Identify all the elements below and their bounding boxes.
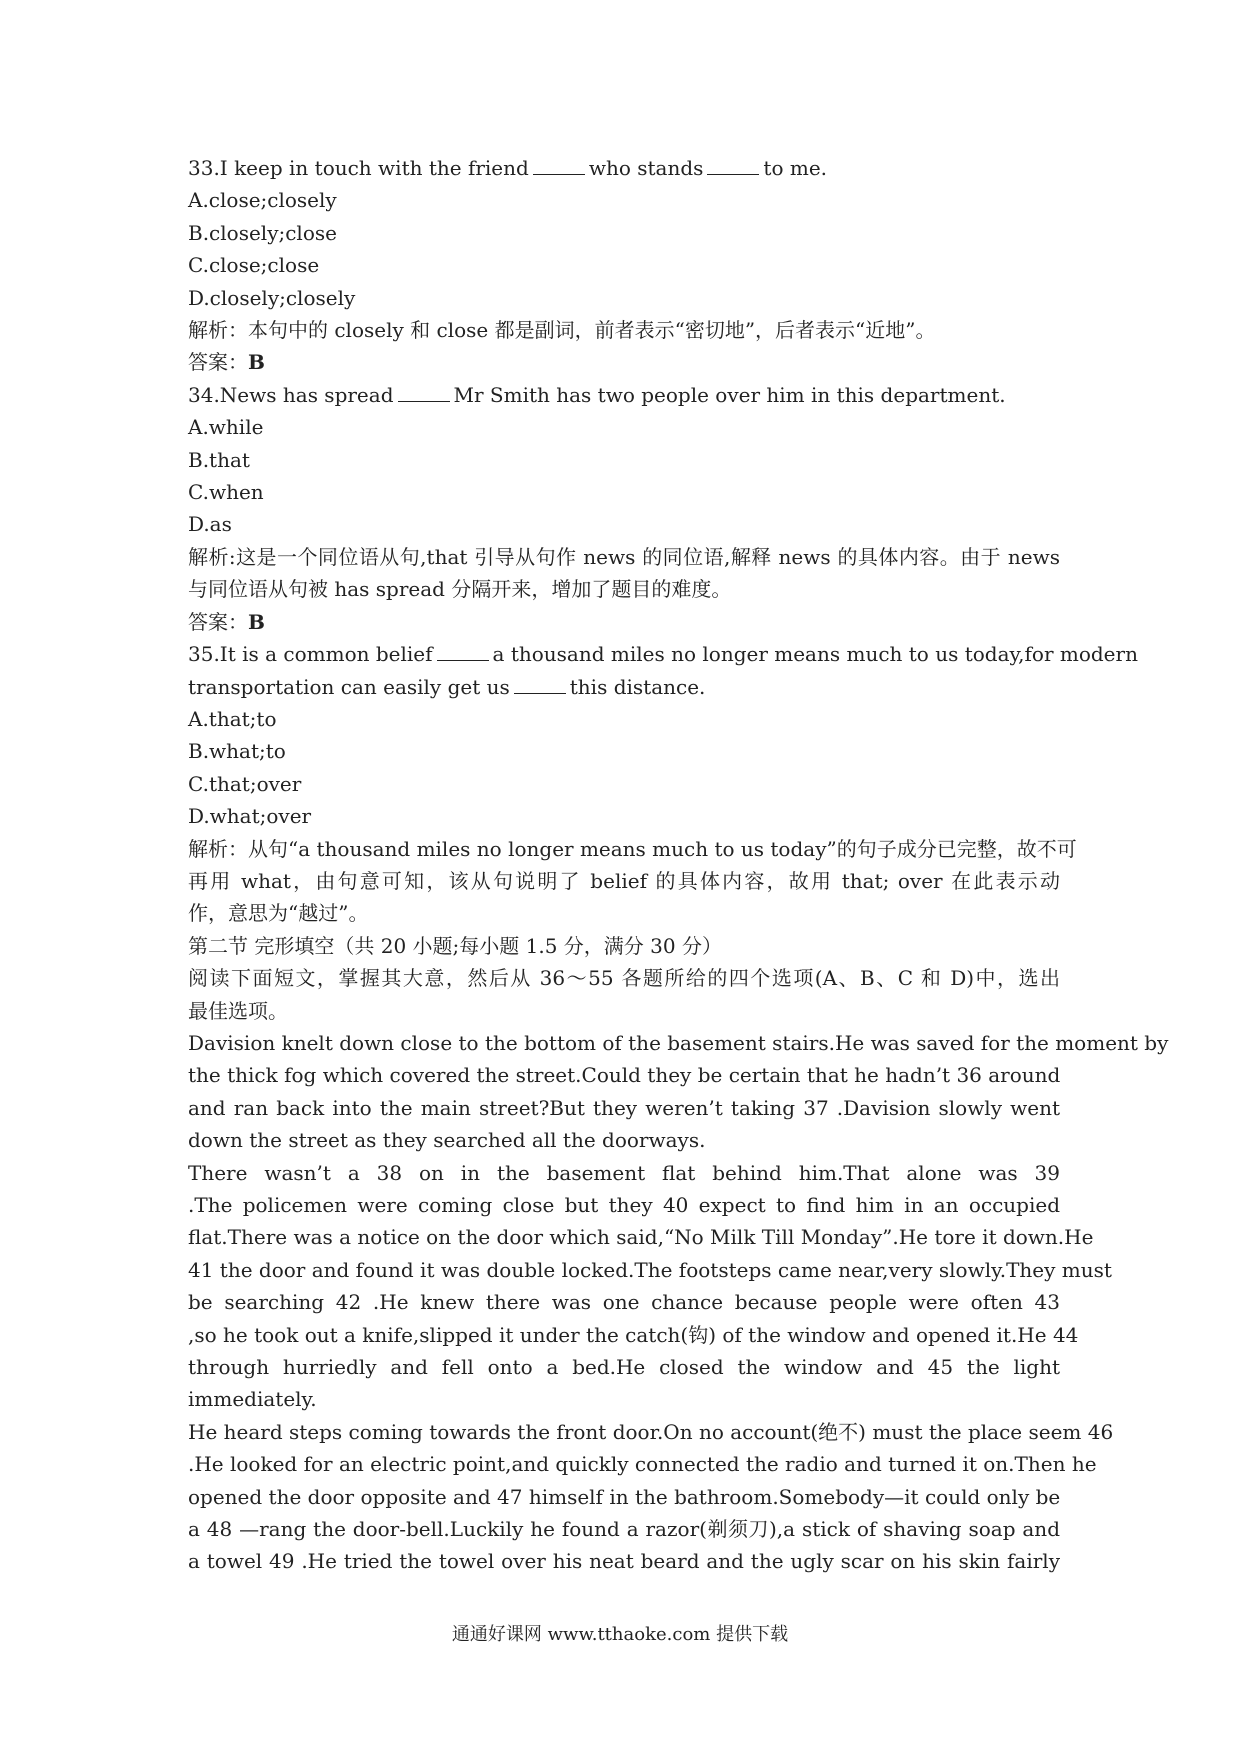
stem-part: to me. — [763, 156, 828, 180]
option-a: A.close;closely — [188, 188, 337, 213]
question-35-stem — [188, 638, 1138, 670]
passage-line: ,so he took out a knife,slipped it under the catch(钩) of the window and opened it.He 44 — [188, 1322, 1079, 1347]
document-body — [188, 152, 1169, 1578]
answer-value: B — [248, 350, 265, 375]
answer-line — [188, 346, 1060, 378]
passage-line: There wasn’t a 38 on in the basement flat behind him.That alone was 39 — [188, 1160, 1060, 1185]
section-instruction: 阅读下面短文，掌握其大意，然后从 36～55 各题所给的四个选项(A、B、C 和 D)中，选出 — [188, 966, 1060, 991]
passage-line: 41 the door and found it was double locked.The footsteps came near,very slowly.They must — [188, 1257, 1112, 1282]
answer-label: 答案： — [188, 350, 248, 375]
passage-line: opened the door opposite and 47 himself in the bathroom.Somebody—it could only be — [188, 1484, 1061, 1509]
analysis: 再用 what，由句意可知，该从句说明了 belief 的具体内容，故用 that; over 在此表示动 — [188, 868, 1060, 893]
passage-line: and ran back into the main street?But they weren’t taking 37 .Davision slowly went — [188, 1095, 1060, 1120]
option-b: B.that — [188, 447, 250, 472]
passage-line: .He looked for an electric point,and quickly connected the radio and turned it on.Then he — [188, 1452, 1097, 1477]
passage-line: flat.There was a notice on the door which said,“No Milk Till Monday”.He tore it down.He — [188, 1225, 1094, 1250]
option-c: C.when — [188, 480, 264, 505]
answer-blank — [514, 675, 566, 694]
passage-line: immediately. — [188, 1387, 317, 1412]
option-a: A.while — [188, 415, 264, 440]
option-d: D.as — [188, 512, 232, 537]
option-a: A.that;to — [188, 706, 277, 731]
answer-line — [188, 606, 1060, 638]
option-d: D.closely;closely — [188, 285, 356, 310]
question-33-stem — [188, 152, 1060, 184]
passage-line: down the street as they searched all the doorways. — [188, 1128, 706, 1153]
stem-part: who stands — [588, 156, 704, 180]
question-35-stem-cont — [188, 671, 1060, 703]
option-b: B.closely;close — [188, 220, 337, 245]
analysis: 解析：本句中的 closely 和 close 都是副词，前者表示“密切地”，后者表示“近地”。 — [188, 318, 936, 343]
answer-value: B — [248, 609, 265, 634]
option-c: C.that;over — [188, 771, 302, 796]
passage-line: .The policemen were coming close but they 40 expect to find him in an occupied — [188, 1193, 1060, 1217]
passage-line: Davision knelt down close to the bottom of the basement stairs.He was saved for the moment by — [188, 1030, 1169, 1055]
analysis: 与同位语从句被 has spread 分隔开来，增加了题目的难度。 — [188, 577, 732, 602]
analysis: 解析:这是一个同位语从句,that 引导从句作 news 的同位语,解释 news 的具体内容。由于 news — [188, 544, 1060, 569]
section-heading: 第二节 完形填空（共 20 小题;每小题 1.5 分，满分 30 分） — [188, 933, 722, 958]
question-34-stem — [188, 379, 1060, 411]
stem-part: 33.I keep in touch with the friend — [188, 156, 529, 180]
answer-blank — [398, 383, 450, 402]
passage-line: be searching 42 .He knew there was one chance because people were often 43 — [188, 1290, 1060, 1315]
stem-part: this distance. — [569, 674, 706, 699]
passage-line: through hurriedly and fell onto a bed.He closed the window and 45 the light — [188, 1355, 1060, 1380]
analysis: 作，意思为“越过”。 — [188, 901, 369, 926]
section-instruction: 最佳选项。 — [188, 998, 288, 1023]
passage-line: a towel 49 .He tried the towel over his neat beard and the ugly scar on his skin fairly — [188, 1549, 1060, 1574]
page-footer: 通通好课网 www.tthaoke.com 提供下载 — [451, 1624, 789, 1645]
analysis: 解析：从句“a thousand miles no longer means much to us today”的句子成分已完整，故不可 — [188, 836, 1077, 861]
option-d: D.what;over — [188, 804, 312, 829]
answer-blank — [437, 642, 489, 661]
stem-part: 35.It is a common belief — [188, 642, 433, 667]
stem-part: transportation can easily get us — [188, 674, 510, 699]
option-c: C.close;close — [188, 253, 320, 278]
answer-label: 答案： — [188, 609, 248, 634]
option-b: B.what;to — [188, 739, 286, 764]
answer-blank — [533, 156, 585, 175]
stem-part: 34.News has spread — [188, 382, 394, 407]
stem-part: a thousand miles no longer means much to us today,for modern — [492, 642, 1138, 667]
stem-part: Mr Smith has two people over him in this department. — [453, 382, 1006, 407]
passage-line: the thick fog which covered the street.Could they be certain that he hadn’t 36 around — [188, 1063, 1061, 1088]
answer-blank — [707, 156, 759, 175]
passage-line: a 48 —rang the door-bell.Luckily he found a razor(剃须刀),a stick of shaving soap and — [188, 1517, 1060, 1542]
passage-line: He heard steps coming towards the front door.On no account(绝不) must the place seem 46 — [188, 1419, 1114, 1444]
